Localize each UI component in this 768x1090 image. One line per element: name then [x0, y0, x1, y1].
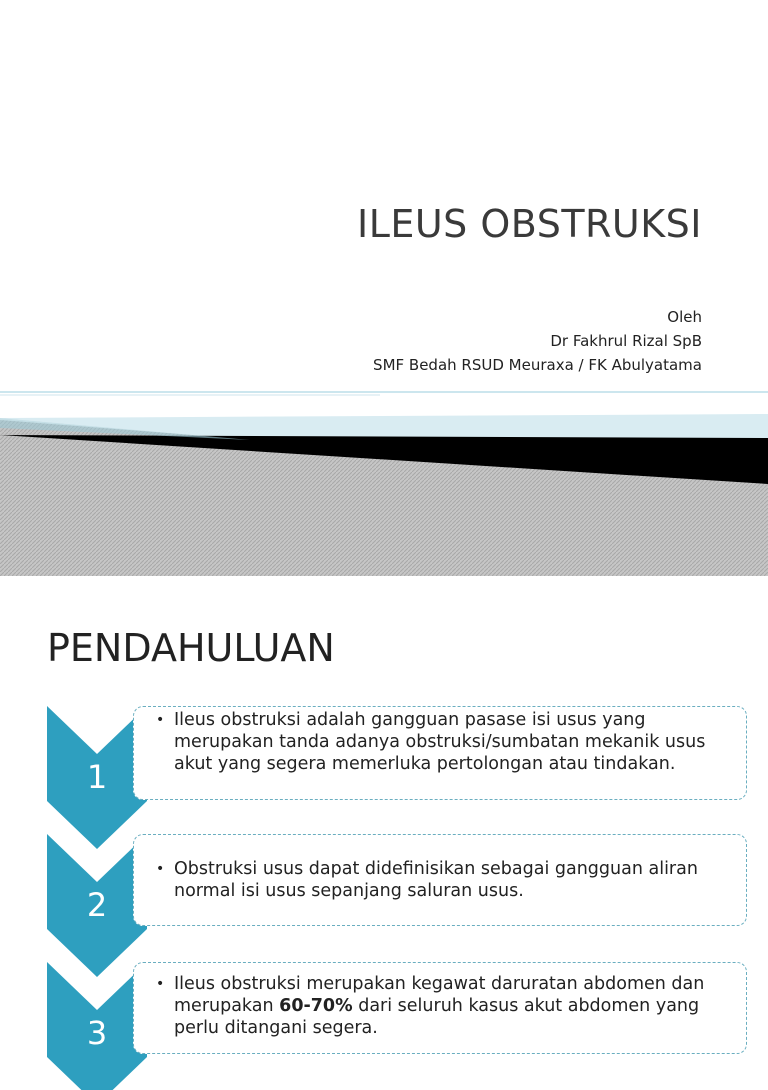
decorative-band: [0, 380, 768, 576]
item-number-1: 1: [86, 758, 108, 796]
item-number-3: 3: [86, 1014, 108, 1052]
slide-title: ILEUS OBSTRUKSI: [356, 202, 702, 246]
author-label: Oleh: [667, 308, 702, 326]
bullet-icon: •: [156, 861, 165, 877]
content-slide: [0, 576, 768, 1052]
item-text-2: • Obstruksi usus dapat didefinisikan sebagai gangguan aliran normal isi usus sepanjang saluran usus.: [156, 859, 698, 901]
item-number-2: 2: [86, 886, 108, 924]
bullet-icon: •: [156, 712, 165, 728]
item-text-3: [158, 973, 748, 1039]
item-text-1: • Ileus obstruksi adalah gangguan pasase isi usus yang merupakan tanda adanya obstruksi/sumbatan mekanik usus akut yang segera memerluka pertolongan atau tindakan.: [156, 710, 706, 774]
item-3-text-end: dari seluruh kasus akut abdomen yang perlu ditangani segera.: [174, 996, 700, 1038]
slide-heading: PENDAHULUAN: [47, 626, 335, 670]
author-affiliation: SMF Bedah RSUD Meuraxa / FK Abulyatama: [373, 356, 702, 374]
author-name: Dr Fakhrul Rizal SpB: [550, 332, 702, 350]
item-3-highlight: 60-70%: [279, 996, 353, 1016]
bullet-icon: •: [156, 976, 165, 992]
item-3-text-start: Ileus obstruksi merupakan kegawat daruratan abdomen dan merupakan: [174, 974, 705, 1016]
